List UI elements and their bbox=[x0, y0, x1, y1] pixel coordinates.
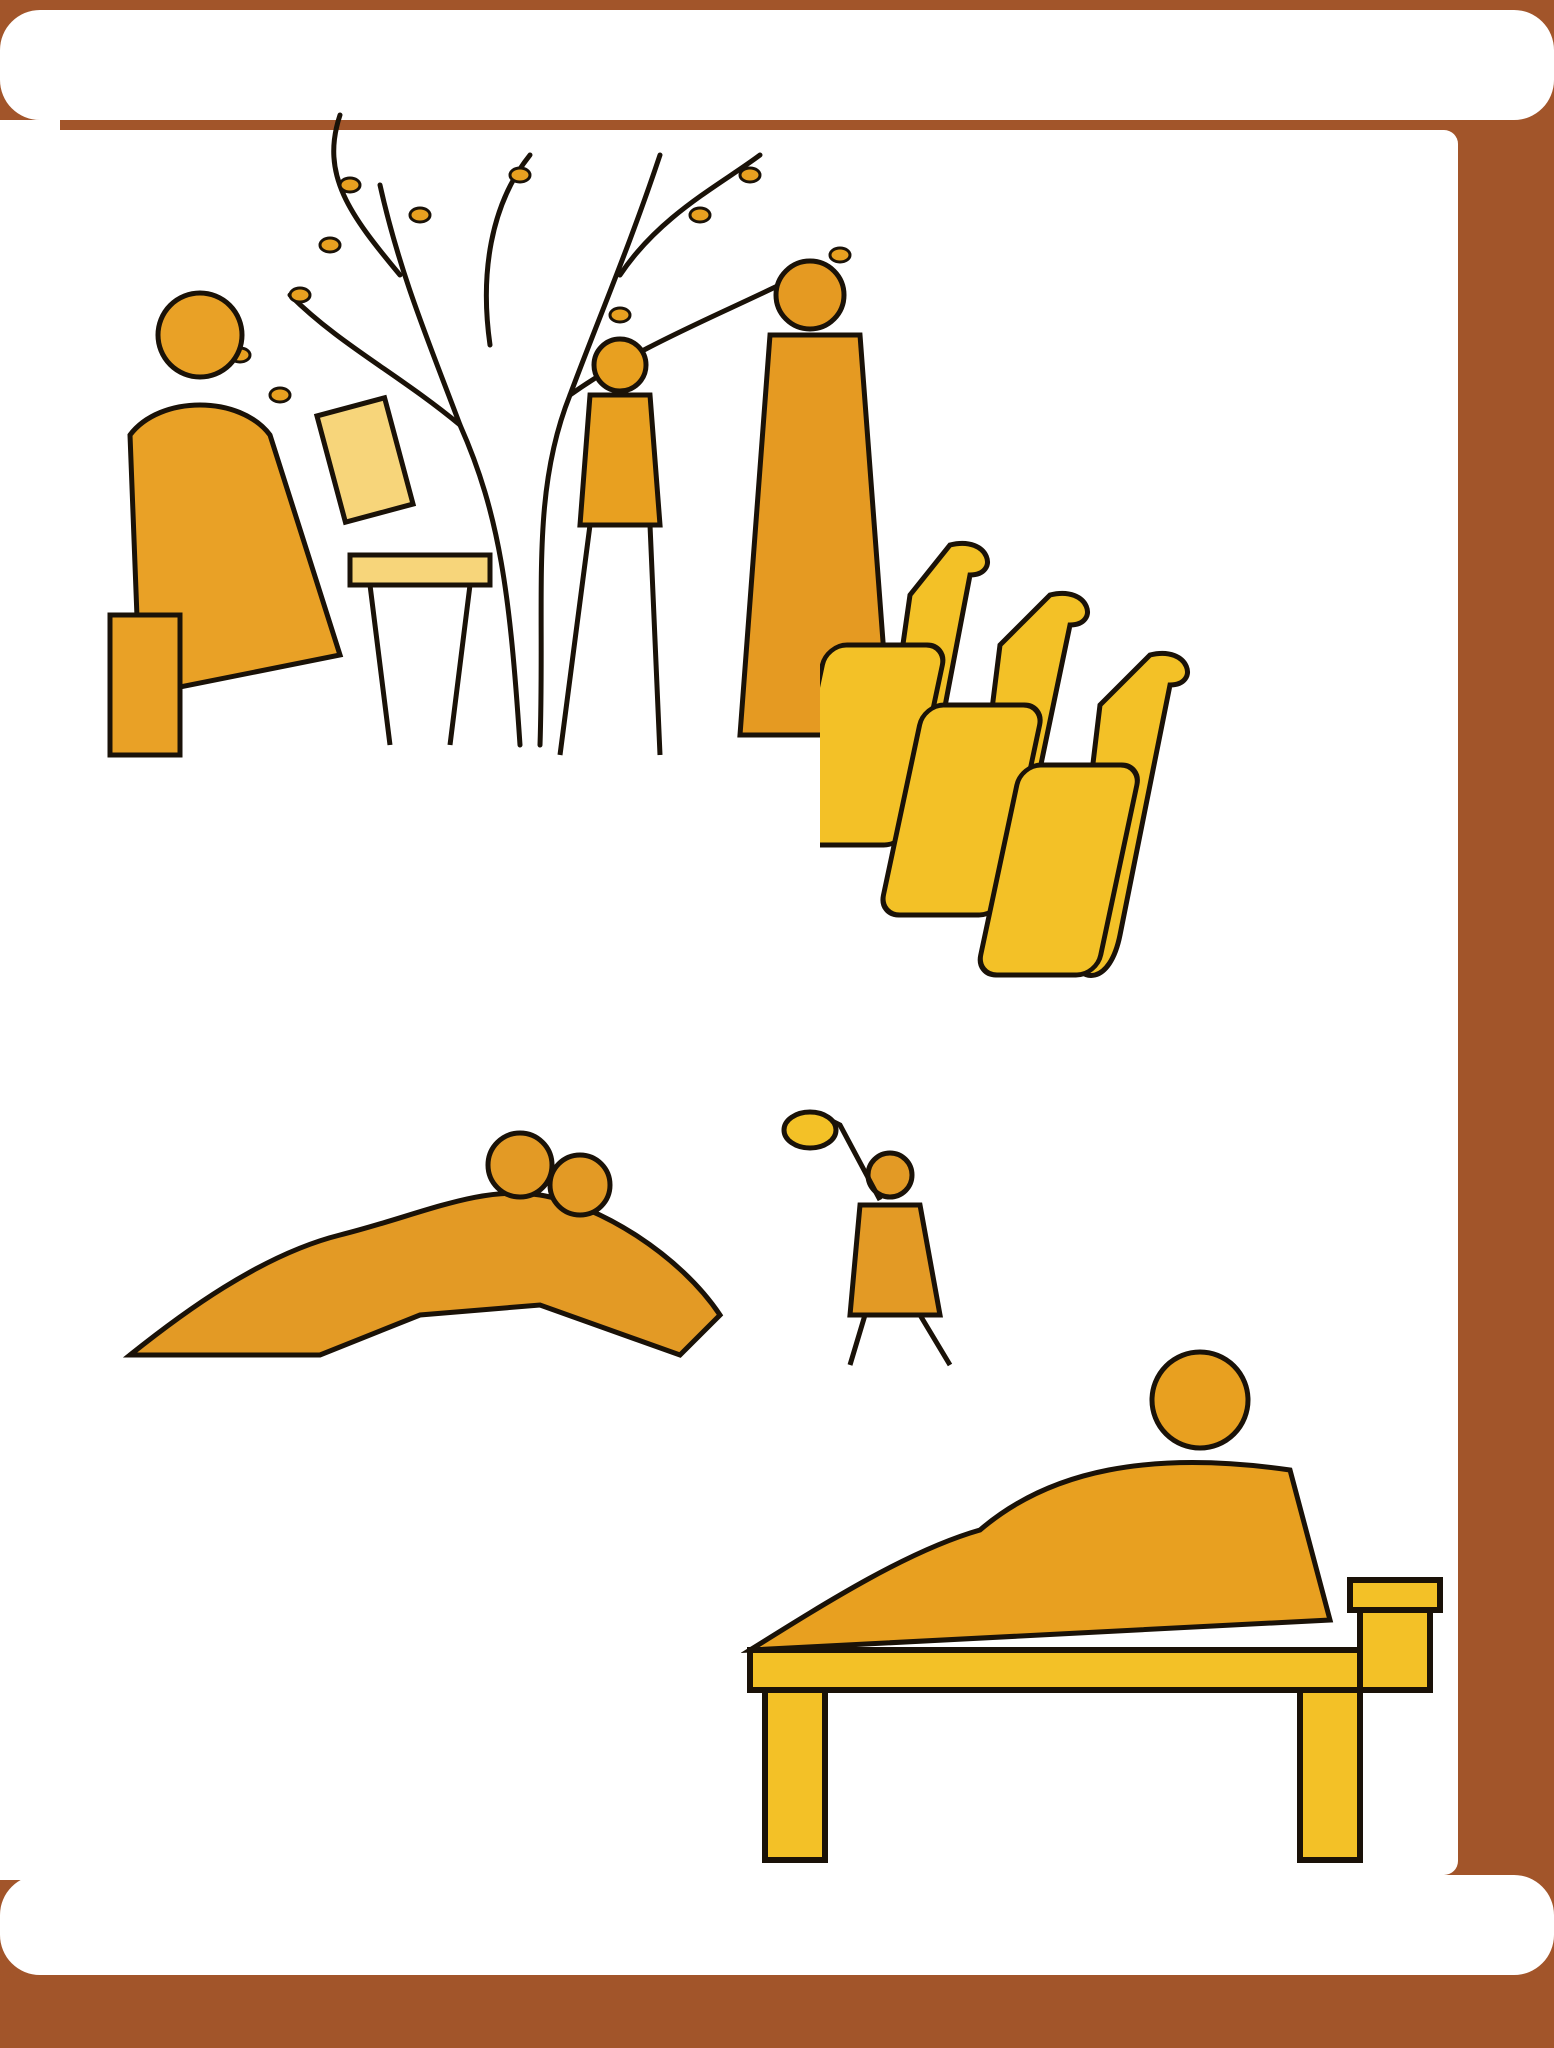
papyrus-scrolls-illustration bbox=[820, 535, 1320, 995]
reclining-philosopher-illustration bbox=[730, 1320, 1450, 1880]
philosopher-writing-scene-illustration bbox=[100, 95, 920, 775]
bottom-wave-border bbox=[0, 1870, 1554, 1990]
